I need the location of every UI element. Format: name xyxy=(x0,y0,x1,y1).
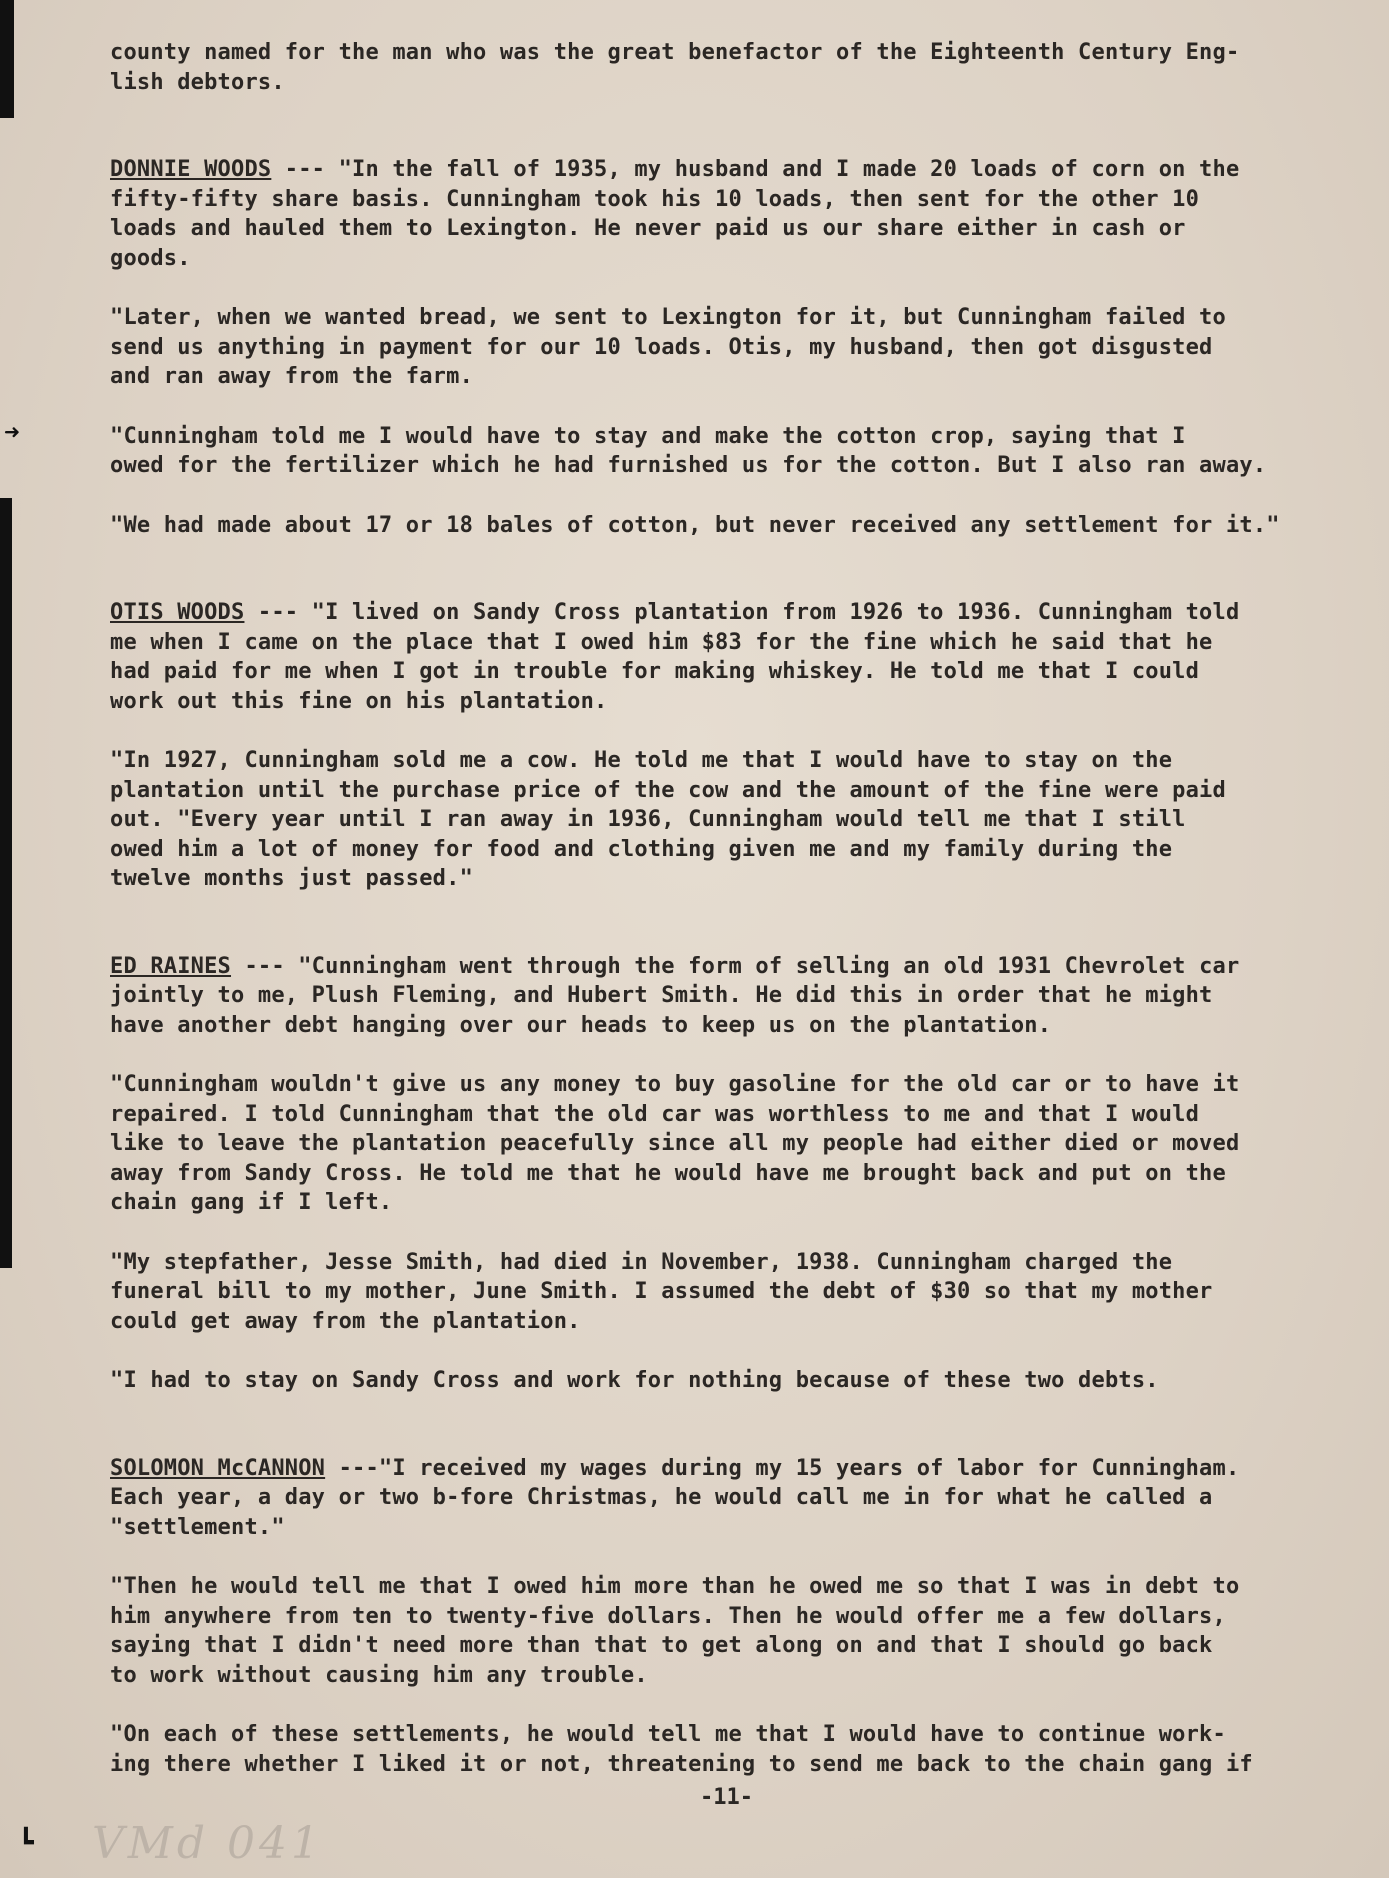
torn-edge-top xyxy=(0,0,14,118)
paragraph: "I had to stay on Sandy Cross and work for nothing because of these two debts. xyxy=(110,1368,1159,1393)
testimony-text: --- "In the fall of 1935, my husband and I made 20 loads of corn on the fifty-fifty share basis. Cunningham took his 10 loads, then sent for the other 10 loads and hauled them to Lexington. He never paid us our share either in cash or goods. xyxy=(110,157,1240,271)
paragraph: "Cunningham told me I would have to stay and make the cotton crop, saying that I owed for the fertilizer which he had furnished us for the cotton. But I also ran away. xyxy=(110,423,1267,478)
paragraph: "My stepfather, Jesse Smith, had died in November, 1938. Cunningham charged the funeral bill to my mother, June Smith. I assumed the debt of $30 so that my mother could get away from the plantation. xyxy=(110,1249,1213,1334)
speaker-name: DONNIE WOODS xyxy=(110,157,272,182)
speaker-name: OTIS WOODS xyxy=(110,600,245,625)
page-number: -11- xyxy=(700,1785,753,1810)
testimony-text: --- "Cunningham went through the form of selling an old 1931 Chevrolet car jointly to me, Plush Fleming, and Hubert Smith. He did this in order that he might have another debt hanging over our heads to keep us on the plantation. xyxy=(110,953,1240,1038)
paragraph-ed-raines xyxy=(110,952,1340,1041)
paragraph: "On each of these settlements, he would tell me that I would have to continue work- ing there whether I liked it or not, threatening to send me back to the chain gang if xyxy=(110,1722,1253,1777)
paragraph: "Then he would tell me that I owed him more than he owed me so that I was in debt to him anywhere from ten to twenty-five dollars. Then he would offer me a few dollars, saying that I didn't need more than that to get along on and that I should go back to work without causing him any trouble. xyxy=(110,1574,1240,1688)
speaker-name: SOLOMON McCANNON xyxy=(110,1455,326,1481)
paragraph: "Later, when we wanted bread, we sent to Lexington for it, but Cunningham failed to send us anything in payment for our 10 loads. Otis, my husband, then got disgusted and ran away from the farm. xyxy=(110,305,1226,389)
handwritten-archive-note: VMd 041 xyxy=(92,1818,323,1869)
corner-mark-icon: ┗ xyxy=(18,1828,34,1858)
paragraph-otis-woods xyxy=(110,598,1340,716)
paragraph: "Cunningham wouldn't give us any money to buy gasoline for the old car or to have it repaired. I told Cunningham that the old car was worthless to me and that I would like to leave the plantation peacefully since all my people had either died or moved away from Sandy Cross. He told me that he would have me brought back and put on the chain gang if I left. xyxy=(110,1072,1240,1215)
paragraph: county named for the man who was the great benefactor of the Eighteenth Century Eng- lish debtors. xyxy=(110,40,1240,95)
paragraph: "We had made about 17 or 18 bales of cotton, but never received any settlement for it." xyxy=(110,512,1280,538)
testimony-text: --- "I lived on Sandy Cross plantation from 1926 to 1936. Cunningham told me when I came on the place that I owed him $83 for the fine which he said that he had paid for me when I got in trouble for making whiskey. He told me that I could work out this fine on his plantation. xyxy=(110,600,1240,714)
arrow-mark-icon: ➜ xyxy=(4,418,20,448)
paragraph-donnie-woods xyxy=(110,155,1340,273)
testimony-text: ---"I received my wages during my 15 years of labor for Cunningham. Each year, a day or two b-fore Christmas, he would call me in for what he called a "settlement." xyxy=(110,1455,1240,1540)
typed-text-body xyxy=(110,38,1340,1779)
torn-edge-middle xyxy=(0,498,12,1268)
paragraph: "In 1927, Cunningham sold me a cow. He told me that I would have to stay on the plantation until the purchase price of the cow and the amount of the fine were paid out. "Every year until I ran away in 1936, Cunningham would tell me that I still owed him a lot of money for food and clothing given me and my family during the twelve months just passed." xyxy=(110,748,1226,891)
paragraph-solomon-mccannon xyxy=(110,1454,1340,1543)
speaker-name: ED RAINES xyxy=(110,953,232,979)
